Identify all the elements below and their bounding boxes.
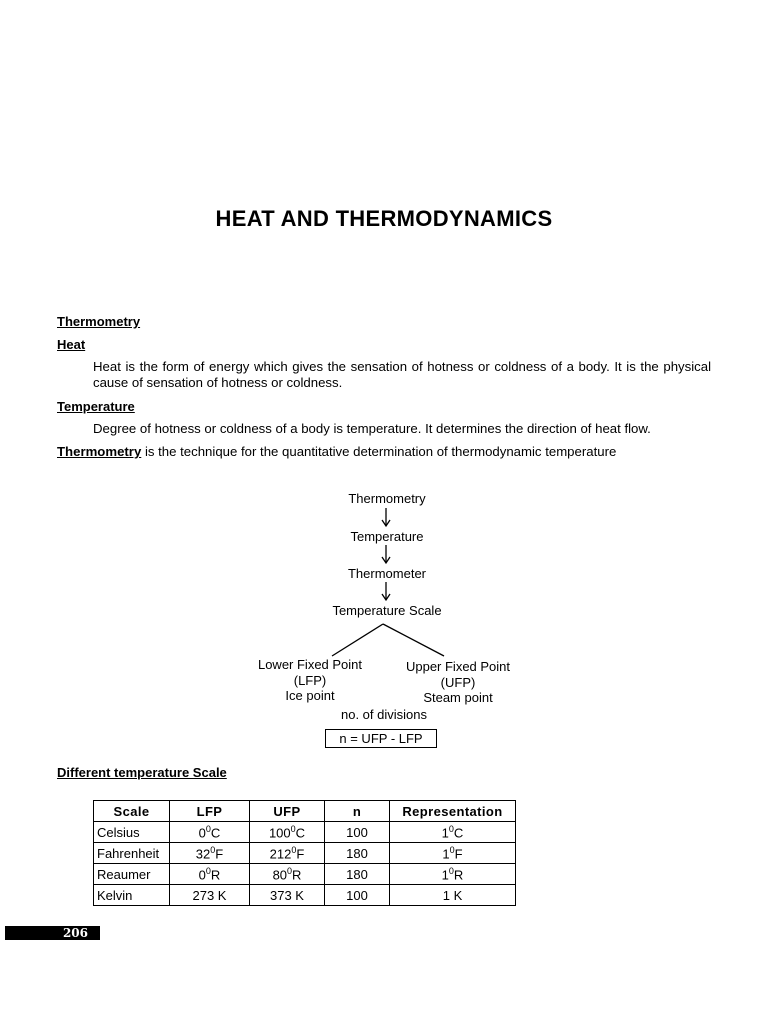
cell-n: 180	[325, 843, 390, 864]
steam-point-label: Steam point	[423, 690, 493, 705]
table-row	[94, 843, 516, 864]
cell-n: 100	[325, 885, 390, 906]
cell-ufp: $212^0F$	[250, 843, 325, 864]
cell-representation: $1^0R$	[390, 864, 516, 885]
cell-lfp: 273 K	[170, 885, 250, 906]
cell-lfp: $32^0F$	[170, 843, 250, 864]
cell-ufp: $80^0R$	[250, 864, 325, 885]
table-row	[94, 864, 516, 885]
branch-right-line	[383, 624, 444, 656]
cell-lfp: $0^0C$	[170, 822, 250, 843]
cell-ufp: 373 K	[250, 885, 325, 906]
table-header-row	[94, 801, 516, 822]
arrowhead-3	[382, 594, 390, 600]
page-title: HEAT AND THERMODYNAMICS	[215, 206, 553, 231]
cell-lfp: $0^0R$	[170, 864, 250, 885]
table-row	[94, 822, 516, 843]
heading-temperature: Temperature	[57, 399, 135, 414]
col-header-representation: Representation	[390, 801, 516, 822]
table-row	[94, 885, 516, 906]
lfp-abbrev: (LFP)	[293, 673, 327, 688]
thermometry-term: Thermometry	[57, 444, 142, 459]
cell-representation: 1 K	[390, 885, 516, 906]
col-header-lfp: LFP	[170, 801, 250, 822]
thermometry-definition-text: is the technique for the quantitative determination of thermodynamic temperature	[141, 444, 617, 459]
page-number: 206	[62, 926, 88, 940]
col-header-n: n	[325, 801, 390, 822]
section-heading-thermometry: Thermometry	[57, 314, 141, 329]
arrowhead-2	[382, 557, 390, 563]
temperature-scale-table	[93, 800, 516, 906]
cell-scale: Celsius	[94, 822, 170, 843]
divisions-formula-box: n = UFP - LFP	[325, 729, 437, 748]
heading-different-temperature-scale: Different temperature Scale	[57, 765, 227, 780]
heat-definition: Heat is the form of energy which gives the sensation of hotness or coldness of a body. It is the physical cause of sensation of hotness or coldness.	[93, 359, 711, 390]
heading-heat: Heat	[57, 337, 86, 352]
cell-scale: Fahrenheit	[94, 843, 170, 864]
cell-n: 180	[325, 864, 390, 885]
cell-scale: Reaumer	[94, 864, 170, 885]
col-header-scale: Scale	[94, 801, 170, 822]
cell-representation: $1^0F$	[390, 843, 516, 864]
cell-ufp: $100^0C$	[250, 822, 325, 843]
upper-fixed-point-label: Upper Fixed Point	[405, 659, 511, 674]
ice-point-label: Ice point	[285, 688, 335, 703]
flow-step-temperature-scale: Temperature Scale	[332, 603, 442, 618]
arrowhead-1	[382, 520, 390, 526]
cell-n: 100	[325, 822, 390, 843]
branch-left-line	[332, 624, 383, 656]
ufp-abbrev: (UFP)	[440, 675, 476, 690]
temperature-definition: Degree of hotness or coldness of a body is temperature. It determines the direction of heat flow.	[93, 421, 651, 436]
flow-step-thermometer: Thermometer	[347, 566, 427, 581]
flow-step-temperature: Temperature	[350, 529, 424, 544]
col-header-ufp: UFP	[250, 801, 325, 822]
flow-step-thermometry: Thermometry	[348, 491, 426, 506]
divisions-label: no. of divisions	[341, 707, 427, 722]
cell-representation: $1^0C$	[390, 822, 516, 843]
cell-scale: Kelvin	[94, 885, 170, 906]
page-number-bar	[5, 926, 100, 940]
thermometry-definition	[57, 444, 616, 459]
lower-fixed-point-label: Lower Fixed Point	[257, 657, 363, 672]
